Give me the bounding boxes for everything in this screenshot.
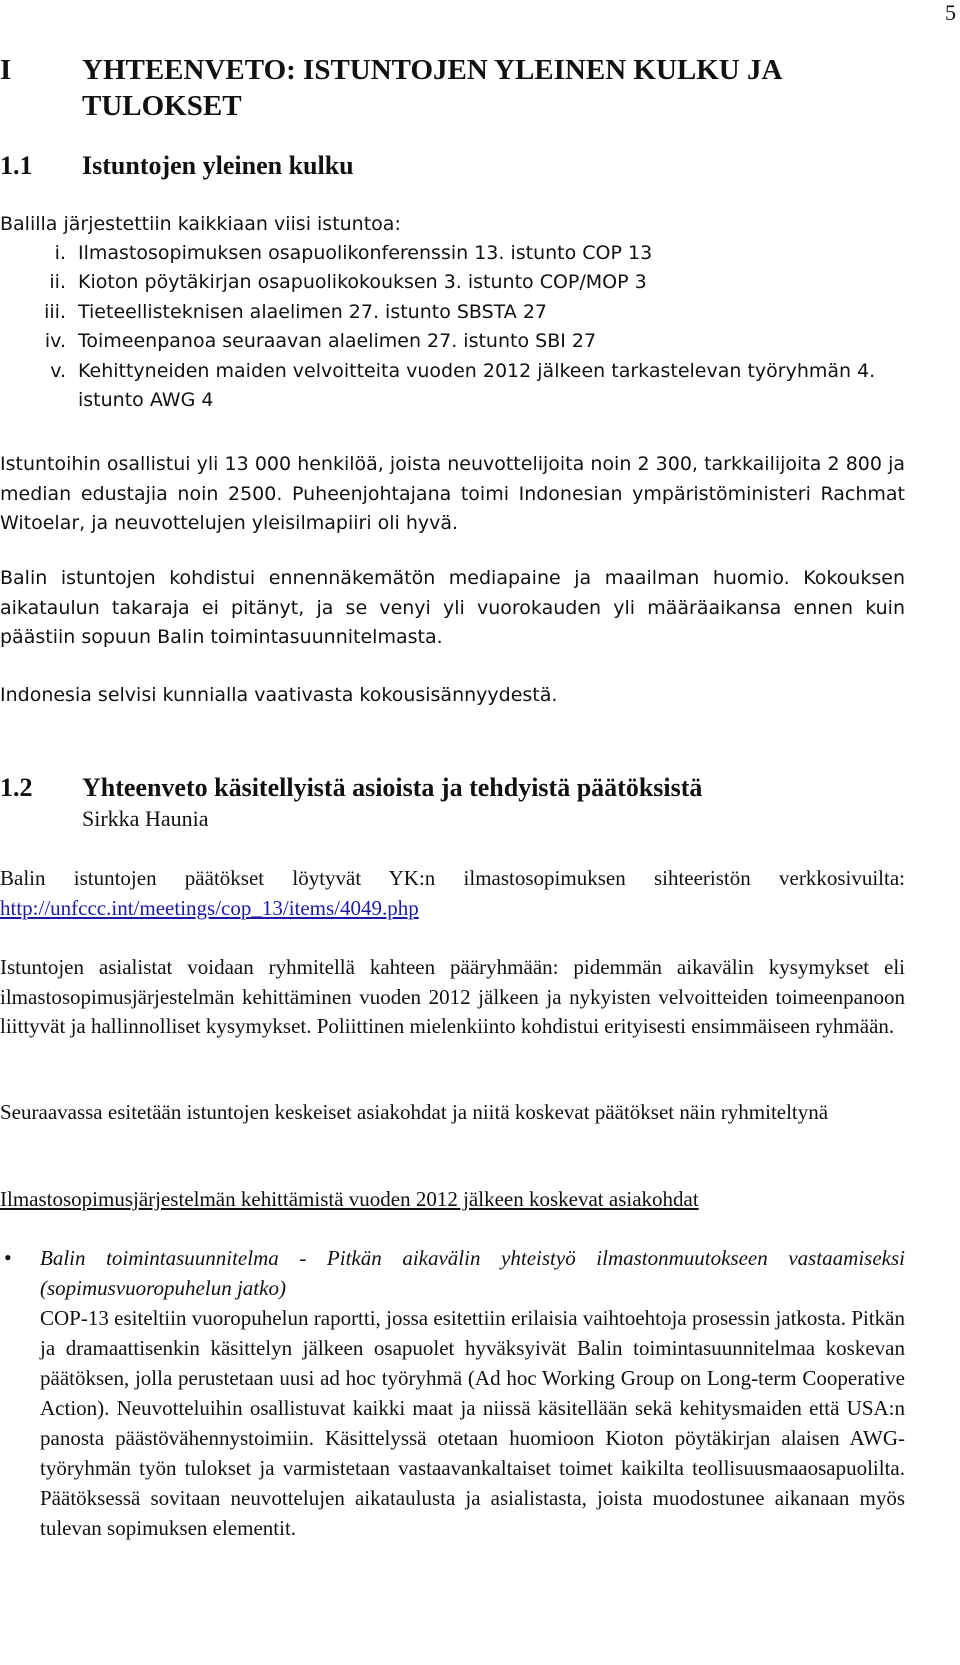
paragraph-text: Balin istuntojen päätökset löytyvät YK:n ilmastosopimuksen sihteeristön verkkosivuilta: bbox=[0, 866, 905, 890]
paragraph-decisions bbox=[0, 864, 905, 923]
section-author: Sirkka Haunia bbox=[82, 806, 209, 831]
list-item-text: Tieteellisteknisen alaelimen 27. istunto SBSTA 27 bbox=[78, 300, 548, 323]
section-title: Istuntojen yleinen kulku bbox=[82, 151, 354, 180]
bullet-body bbox=[40, 1243, 905, 1543]
section-number: 1.2 bbox=[0, 773, 33, 802]
paragraph-following: Seuraavassa esitetään istuntojen keskeiset asiakohdat ja niitä koskevat päätökset näin ryhmiteltynä bbox=[0, 1100, 829, 1124]
paragraph-attendance: Istuntoihin osallistui yli 13 000 henkilöä, joista neuvottelijoita noin 2 300, tarkkailijoita 2 800 ja median edustajia noin 2500. Puheenjohtajana toimi Indonesian ympäristöministeri Rachmat Witoelar, ja neuvottelujen yleisilmapiiri oli hyvä. bbox=[0, 453, 905, 534]
list-marker: iv. bbox=[44, 330, 66, 353]
list-item-text: Ilmastosopimuksen osapuolikonferenssin 13. istunto COP 13 bbox=[78, 242, 653, 264]
unfccc-link[interactable]: http://unfccc.int/meetings/cop_13/items/4049.php bbox=[0, 895, 419, 920]
list-item bbox=[0, 327, 905, 356]
list-marker: iii. bbox=[44, 300, 66, 323]
chapter-title: YHTEENVETO: ISTUNTOJEN YLEINEN KULKU JA TULOKSET bbox=[82, 54, 781, 122]
list-marker: ii. bbox=[49, 271, 66, 294]
list-item bbox=[0, 268, 905, 297]
intro-paragraph: Balilla järjestettiin kaikkiaan viisi istuntoa: bbox=[0, 213, 401, 235]
paragraph-indonesia: Indonesia selvisi kunnialla vaativasta kokousisännyydestä. bbox=[0, 684, 558, 706]
list-item-text: Kehittyneiden maiden velvoitteita vuoden 2012 jälkeen tarkastelevan työryhmän 4. istunto AWG 4 bbox=[78, 359, 876, 412]
bullet-title: Balin toimintasuunnitelma - Pitkän aikavälin yhteistyö ilmastonmuutokseen vastaamiseksi (sopimusvuoropuhelun jatko) bbox=[40, 1246, 905, 1300]
section-title: Yhteenveto käsitellyistä asioista ja tehdyistä päätöksistä bbox=[82, 773, 703, 802]
subheading-underlined: Ilmastosopimusjärjestelmän kehittämistä vuoden 2012 jälkeen koskevat asiakohdat bbox=[0, 1187, 699, 1211]
paragraph-media: Balin istuntojen kohdistui ennennäkemätön mediapaine ja maailman huomio. Kokouksen aikataulun takaraja ei pitänyt, ja se venyi yli vuorokauden yli määräaikansa ennen kuin päästiin sopuun Balin toimintasuunnitelmasta. bbox=[0, 567, 905, 648]
bullet-icon: • bbox=[4, 1245, 12, 1270]
bullet-text: COP-13 esiteltiin vuoropuhelun raportti, jossa esitettiin erilaisia vaihtoehtoja prosessin jatkosta. Pitkän ja dramaattisenkin käsittelyn jälkeen osapuolet hyväksyivät Balin toimintasuunnitelmaa koskevan päätöksen, jolla perustetaan uusi ad hoc työryhmä (Ad hoc Working Group on Long-term Cooperative Action). Neuvotteluihin osallistuvat kaikki maat ja niissä käsitellään sekä kehitysmaiden että USA:n panosta päästövähennystoimiin. Käsittelyssä otetaan huomioon Kioton pöytäkirjan alaisen AWG-työryhmän työn tulokset ja varmistetaan vastaavankaltaiset toimet kaikilta teollisuusmaaosapuolilta. Päätöksessä sovitaan neuvottelujen aikataulusta ja asialistasta, joista muodostunee aikanaan myös tulevan sopimuksen elementit. bbox=[40, 1306, 905, 1540]
page-number: 5 bbox=[945, 0, 956, 25]
list-marker: v. bbox=[50, 359, 66, 382]
list-item bbox=[0, 239, 905, 268]
paragraph-agendas: Istuntojen asialistat voidaan ryhmitellä kahteen pääryhmään: pidemmän aikavälin kysymykset eli ilmastosopimusjärjestelmän kehittäminen vuoden 2012 jälkeen ja nykyisten velvoitteiden toimeenpanoon liittyvät ja hallinnolliset kysymykset. Poliittinen mielenkiinto kohdistui erityisesti ensimmäiseen ryhmään. bbox=[0, 955, 905, 1038]
section-number: 1.1 bbox=[0, 151, 33, 180]
list-item-text: Kioton pöytäkirjan osapuolikokouksen 3. istunto COP/MOP 3 bbox=[78, 271, 647, 294]
list-marker: i. bbox=[54, 242, 66, 264]
list-item-text: Toimeenpanoa seuraavan alaelimen 27. istunto SBI 27 bbox=[78, 330, 597, 353]
session-list bbox=[0, 239, 905, 415]
list-item bbox=[0, 357, 905, 416]
chapter-number: I bbox=[0, 54, 12, 86]
list-item bbox=[0, 298, 905, 327]
